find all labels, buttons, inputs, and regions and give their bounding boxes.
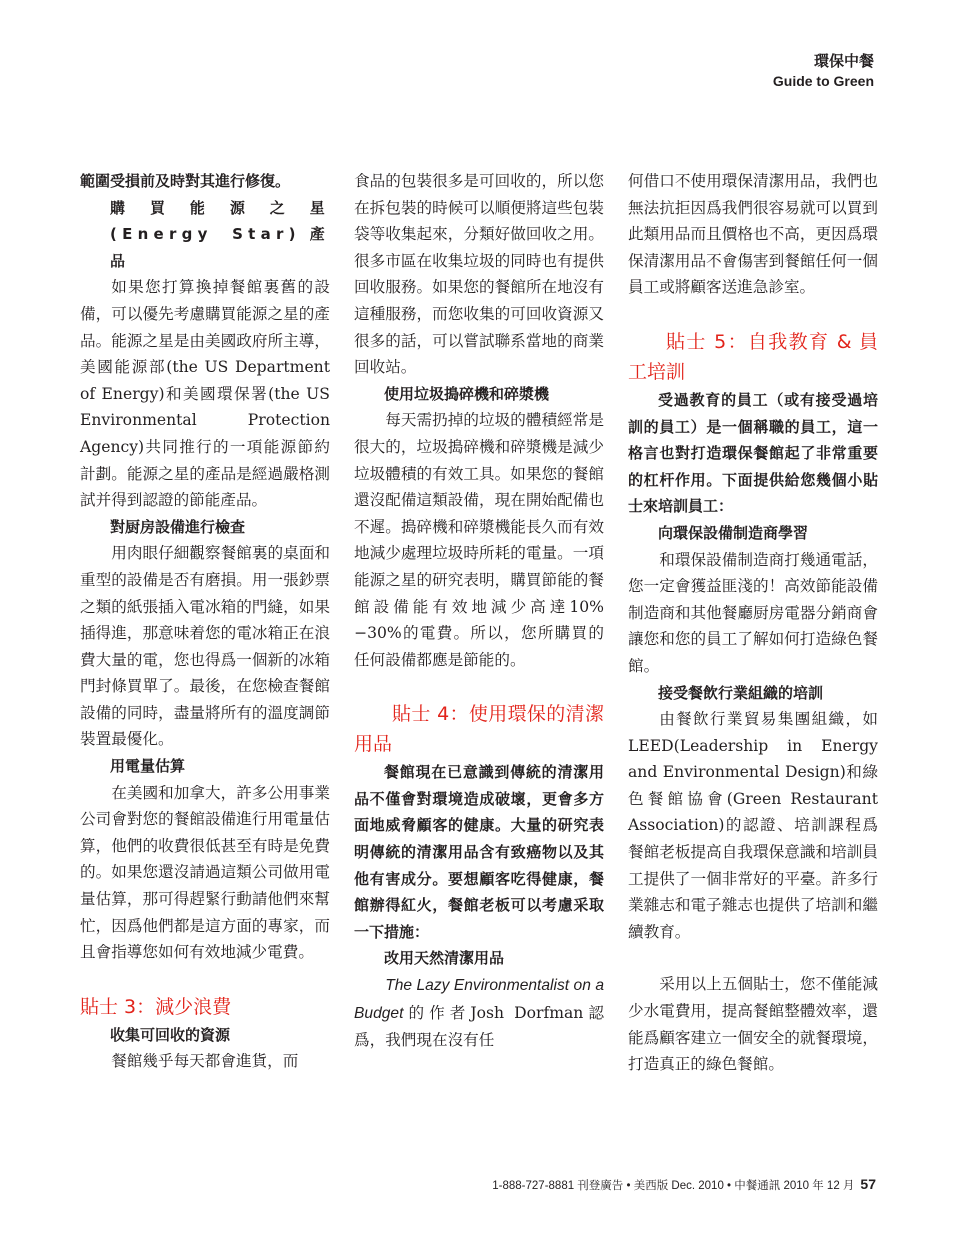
paragraph: 何借口不使用環保清潔用品，我們也無法抗拒因爲我們很容易就可以買到此類用品而且價格也不高，更因爲環保清潔用品不會傷害到餐館任何一個員工或將顧客送進急診室。 [628, 172, 878, 297]
paragraph: 采用以上五個貼士，您不僅能減少水電費用，提高餐館整體效率，還能爲顧客建立一個安全的就餐環境，打造真正的綠色餐館。 [628, 975, 878, 1074]
paragraph: 食品的包裝很多是可回收的，所以您在拆包裝的時候可以順便將這些包裝袋等收集起來，分類好做回收之用。很多市區在收集垃圾的同時也有提供回收服務。如果您的餐館所在地沒有這種服務，而您收集的可回收資源又很多的話，可以嘗試聯系當地的商業回收站。 [354, 172, 604, 377]
subheading-compactor: 使用垃圾搗碎機和碎漿機 [384, 384, 550, 403]
tip-4-heading: 貼士 4：使用環保的清潔用品 [354, 703, 604, 756]
paragraph: 範圍受損前及時對其進行修復。 [80, 172, 291, 190]
page-number: 57 [860, 1176, 876, 1192]
tip-3-heading: 貼士 3：減少浪費 [80, 995, 232, 1018]
column-3 [628, 168, 878, 1078]
section-title-en: Guide to Green [772, 73, 874, 89]
paragraph: 如果您打算換掉餐館裏舊的設備，可以優先考慮購買能源之星的產品。能源之星是由美國政府所主導，美國能源部(the US Department of Energy)和美國環保署(the US Environmental Protection Agency)共同推行的一項能源節約計劃。能源之星的產品是經過嚴格測試并得到認證的節能產品。 [80, 278, 330, 510]
paragraph: 和環保設備制造商打幾通電話，您一定會獲益匪淺的！高效節能設備制造商和其他餐廳厨房電器分銷商會讓您和您的員工了解如何打造綠色餐館。 [628, 550, 878, 675]
paragraph-bold: 餐館現在已意識到傳統的清潔用品不僅會對環境造成破壞，更會多方面地威脅顧客的健康。大量的研究表明傳統的清潔用品含有致癌物以及其他有害成分。要想顧客吃得健康，餐館辦得紅火，餐館老板可以考慮采取一下措施： [354, 763, 604, 941]
subheading-recycle: 收集可回收的資源 [110, 1025, 231, 1044]
paragraph-bold: 受過教育的員工（或有接受過培訓的員工）是一個稱職的員工，這一格言也對打造環保餐館起了非常重要的杠杆作用。下面提供給您幾個小貼士來培訓員工： [628, 390, 878, 516]
paragraph: 用肉眼仔細觀察餐館裏的桌面和重型的設備是否有磨損。用一張鈔票之類的紙張插入電冰箱的門縫，如果插得進，那意味着您的電冰箱正在浪費大量的電，您也得爲一個新的冰箱門封條買單了。最後，在您檢查餐館設備的同時，盡量將所有的溫度調節裝置最優化。 [80, 544, 330, 749]
section-title-cn: 環保中餐 [813, 52, 874, 70]
subheading-equipment-check: 對厨房設備進行檢查 [110, 517, 246, 536]
subheading-industry-training: 接受餐飲行業組織的培訓 [658, 683, 824, 702]
paragraph: The Lazy Environmentalist on a Budget的作者Josh Dorfman認爲，我們現在沒有任 [354, 977, 604, 1050]
subheading-learn-manufacturers: 向環保設備制造商學習 [658, 523, 809, 542]
running-header [773, 50, 874, 90]
paragraph: 由餐飲行業貿易集團組織，如LEED(Leadership in Energy and Environmental Design)和綠色餐館協會(Green Restaurant Association)的認證、培訓課程爲餐館老板提高自我環保意識和培訓員工提供了一個非常好的平臺。許多行業雜志和電子雜志也提供了培訓和繼續教育。 [628, 710, 878, 941]
column-1 [80, 168, 330, 1075]
paragraph: 每天需扔掉的垃圾的體積經常是很大的，垃圾搗碎機和碎漿機是減少垃圾體積的有效工具。如果您的餐館還沒配備這類設備，現在開始配備也不遲。搗碎機和碎漿機能長久而有效地減少處理垃圾時所耗的電量。一項能源之星的研究表明，購買節能的餐館設備能有效地減少高達10%−30%的電費。所以，您所購買的任何設備都應是節能的。 [354, 411, 604, 669]
tip-5-heading: 貼士 5：自我教育 & 員工培訓 [628, 330, 878, 383]
paragraph: 餐館幾乎每天都會進貨，而 [111, 1052, 299, 1071]
paragraph: 在美國和加拿大，許多公用事業公司會對您的餐館設備進行用電量估算，他們的收費很低甚至有時是免費的。如果您還沒請過這類公司做用電量估算，那可得趕緊行動請他們來幫忙，因爲他們都是這方面的專家，而且會指導您如何有效地減少電費。 [80, 783, 330, 962]
book-title: The Lazy Environmentalist on a Budget [354, 977, 604, 1022]
subheading-usage-estimate: 用電量估算 [110, 757, 186, 776]
page-footer [492, 1176, 876, 1193]
subheading-energy-star: 購買能源之星(Energy Star)產品 [110, 198, 330, 270]
footer-text: 1-888-727-8881 刊登廣告 • 美西版 Dec. 2010 • 中餐通訊 2010 年 12 月 [492, 1180, 855, 1192]
subheading-natural-cleaners: 改用天然清潔用品 [384, 949, 505, 968]
column-2 [354, 168, 604, 1054]
